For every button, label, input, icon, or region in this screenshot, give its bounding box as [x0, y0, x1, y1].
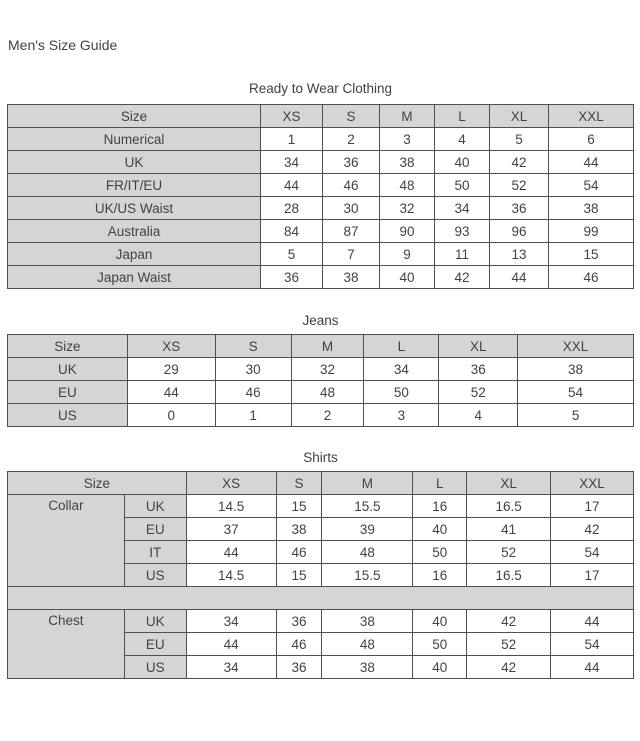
- table-cell: 17: [551, 564, 634, 587]
- table-cell: 39: [322, 518, 413, 541]
- table-cell: 5: [518, 404, 634, 427]
- table-cell: 32: [291, 358, 364, 381]
- table-cell: 34: [261, 151, 323, 174]
- column-header: XL: [490, 105, 549, 128]
- table-cell: 16: [413, 564, 467, 587]
- table-cell: 15: [276, 564, 322, 587]
- table-cell: 29: [127, 358, 215, 381]
- table-cell: 16.5: [467, 564, 551, 587]
- jeans-caption: Jeans: [302, 313, 339, 328]
- row-label: FR/IT/EU: [8, 174, 261, 197]
- table-cell: 40: [413, 518, 467, 541]
- row-label: US: [124, 656, 186, 679]
- table-cell: 38: [380, 151, 435, 174]
- table-cell: 38: [549, 197, 634, 220]
- table-cell: 34: [186, 656, 276, 679]
- table-cell: 5: [261, 243, 323, 266]
- size-guide-page: [0, 38, 640, 679]
- table-cell: 1: [215, 404, 291, 427]
- row-label: UK: [8, 358, 128, 381]
- table-cell: 48: [380, 174, 435, 197]
- row-label: Numerical: [8, 128, 261, 151]
- table-cell: 37: [186, 518, 276, 541]
- table-cell: 54: [551, 541, 634, 564]
- table-cell: 9: [380, 243, 435, 266]
- table-cell: 38: [322, 610, 413, 633]
- column-header: XL: [467, 472, 551, 495]
- shirts-table: [7, 471, 634, 679]
- table-cell: 5: [490, 128, 549, 151]
- table-cell: 3: [380, 128, 435, 151]
- column-header: XXL: [518, 335, 634, 358]
- table-cell: 30: [215, 358, 291, 381]
- column-header: S: [323, 105, 380, 128]
- column-header: XS: [127, 335, 215, 358]
- size-column-header: Size: [8, 105, 261, 128]
- column-header: M: [322, 472, 413, 495]
- table-cell: 34: [186, 610, 276, 633]
- row-label: US: [8, 404, 128, 427]
- table-cell: 50: [413, 541, 467, 564]
- table-cell: 84: [261, 220, 323, 243]
- table-cell: 42: [490, 151, 549, 174]
- table-row: [8, 197, 634, 220]
- table-cell: 44: [551, 610, 634, 633]
- column-header: S: [276, 472, 322, 495]
- table-row: [8, 174, 634, 197]
- table-cell: 42: [467, 610, 551, 633]
- table-cell: 40: [380, 266, 435, 289]
- row-label: UK: [124, 610, 186, 633]
- table-cell: 50: [364, 381, 439, 404]
- table-cell: 41: [467, 518, 551, 541]
- table-cell: 42: [435, 266, 490, 289]
- table-cell: 50: [413, 633, 467, 656]
- table-cell: 1: [261, 128, 323, 151]
- table-cell: 44: [186, 633, 276, 656]
- jeans-table: [7, 334, 634, 427]
- table-cell: 96: [490, 220, 549, 243]
- column-header: XXL: [551, 472, 634, 495]
- table-cell: 34: [435, 197, 490, 220]
- table-cell: 42: [551, 518, 634, 541]
- table-row: [8, 495, 634, 518]
- table-cell: 2: [291, 404, 364, 427]
- page-title: Men's Size Guide: [8, 37, 118, 53]
- table-cell: 3: [364, 404, 439, 427]
- table-row: [8, 151, 634, 174]
- table-cell: 40: [413, 656, 467, 679]
- table-cell: 36: [261, 266, 323, 289]
- size-column-header: Size: [8, 335, 128, 358]
- column-header: L: [435, 105, 490, 128]
- table-row: [8, 220, 634, 243]
- table-cell: 52: [439, 381, 518, 404]
- table-cell: 46: [549, 266, 634, 289]
- table-row: [8, 610, 634, 633]
- table-row: [8, 243, 634, 266]
- column-header: L: [413, 472, 467, 495]
- table-row: [8, 128, 634, 151]
- table-cell: 13: [490, 243, 549, 266]
- column-header: L: [364, 335, 439, 358]
- table-cell: 54: [551, 633, 634, 656]
- table-cell: 14.5: [186, 564, 276, 587]
- row-label: Australia: [8, 220, 261, 243]
- table-cell: 54: [549, 174, 634, 197]
- table-cell: 0: [127, 404, 215, 427]
- table-cell: 46: [215, 381, 291, 404]
- spacer-cell: [8, 587, 634, 610]
- column-header: M: [380, 105, 435, 128]
- header-row: [8, 335, 634, 358]
- jeans-section: [7, 313, 634, 427]
- table-cell: 44: [549, 151, 634, 174]
- row-label: US: [124, 564, 186, 587]
- table-cell: 87: [323, 220, 380, 243]
- table-cell: 46: [323, 174, 380, 197]
- spacer-row: [8, 587, 634, 610]
- column-header: M: [291, 335, 364, 358]
- table-cell: 50: [435, 174, 490, 197]
- header-row: [8, 105, 634, 128]
- row-label: Japan Waist: [8, 266, 261, 289]
- table-cell: 52: [467, 541, 551, 564]
- table-cell: 15.5: [322, 564, 413, 587]
- table-cell: 52: [490, 174, 549, 197]
- table-cell: 40: [413, 610, 467, 633]
- table-cell: 38: [276, 518, 322, 541]
- table-cell: 46: [276, 541, 322, 564]
- table-cell: 14.5: [186, 495, 276, 518]
- row-label: EU: [8, 381, 128, 404]
- table-cell: 48: [291, 381, 364, 404]
- table-row: [8, 381, 634, 404]
- table-cell: 93: [435, 220, 490, 243]
- table-cell: 52: [467, 633, 551, 656]
- row-label: UK: [124, 495, 186, 518]
- table-cell: 36: [276, 610, 322, 633]
- table-cell: 38: [323, 266, 380, 289]
- table-row: [8, 266, 634, 289]
- table-cell: 28: [261, 197, 323, 220]
- row-label: UK: [8, 151, 261, 174]
- table-cell: 44: [490, 266, 549, 289]
- ready-to-wear-table: [7, 104, 634, 289]
- table-cell: 44: [261, 174, 323, 197]
- table-cell: 36: [490, 197, 549, 220]
- table-cell: 54: [518, 381, 634, 404]
- table-cell: 40: [435, 151, 490, 174]
- table-cell: 15: [549, 243, 634, 266]
- header-row: [8, 472, 634, 495]
- ready-to-wear-section: [7, 81, 634, 289]
- ready-to-wear-caption: Ready to Wear Clothing: [248, 81, 393, 96]
- table-cell: 44: [551, 656, 634, 679]
- table-cell: 4: [439, 404, 518, 427]
- table-cell: 16.5: [467, 495, 551, 518]
- table-cell: 48: [322, 633, 413, 656]
- table-cell: 38: [518, 358, 634, 381]
- table-cell: 4: [435, 128, 490, 151]
- row-label: EU: [124, 633, 186, 656]
- row-label: EU: [124, 518, 186, 541]
- group-label: Chest: [8, 610, 125, 679]
- column-header: XL: [439, 335, 518, 358]
- table-row: [8, 358, 634, 381]
- shirts-section: [7, 450, 634, 679]
- table-row: [8, 404, 634, 427]
- table-cell: 36: [323, 151, 380, 174]
- column-header: XS: [186, 472, 276, 495]
- group-label: Collar: [8, 495, 125, 587]
- table-cell: 36: [276, 656, 322, 679]
- table-cell: 15: [276, 495, 322, 518]
- row-label: IT: [124, 541, 186, 564]
- table-cell: 99: [549, 220, 634, 243]
- table-cell: 16: [413, 495, 467, 518]
- table-cell: 7: [323, 243, 380, 266]
- table-cell: 38: [322, 656, 413, 679]
- table-cell: 30: [323, 197, 380, 220]
- column-header: S: [215, 335, 291, 358]
- table-cell: 6: [549, 128, 634, 151]
- table-cell: 15.5: [322, 495, 413, 518]
- column-header: XS: [261, 105, 323, 128]
- shirts-caption: Shirts: [303, 450, 338, 465]
- table-cell: 11: [435, 243, 490, 266]
- table-cell: 46: [276, 633, 322, 656]
- table-cell: 17: [551, 495, 634, 518]
- table-cell: 90: [380, 220, 435, 243]
- table-cell: 42: [467, 656, 551, 679]
- table-cell: 48: [322, 541, 413, 564]
- column-header: XXL: [549, 105, 634, 128]
- table-cell: 34: [364, 358, 439, 381]
- table-cell: 32: [380, 197, 435, 220]
- table-cell: 44: [127, 381, 215, 404]
- row-label: Japan: [8, 243, 261, 266]
- size-column-header: Size: [8, 472, 187, 495]
- row-label: UK/US Waist: [8, 197, 261, 220]
- table-cell: 44: [186, 541, 276, 564]
- table-cell: 2: [323, 128, 380, 151]
- table-cell: 36: [439, 358, 518, 381]
